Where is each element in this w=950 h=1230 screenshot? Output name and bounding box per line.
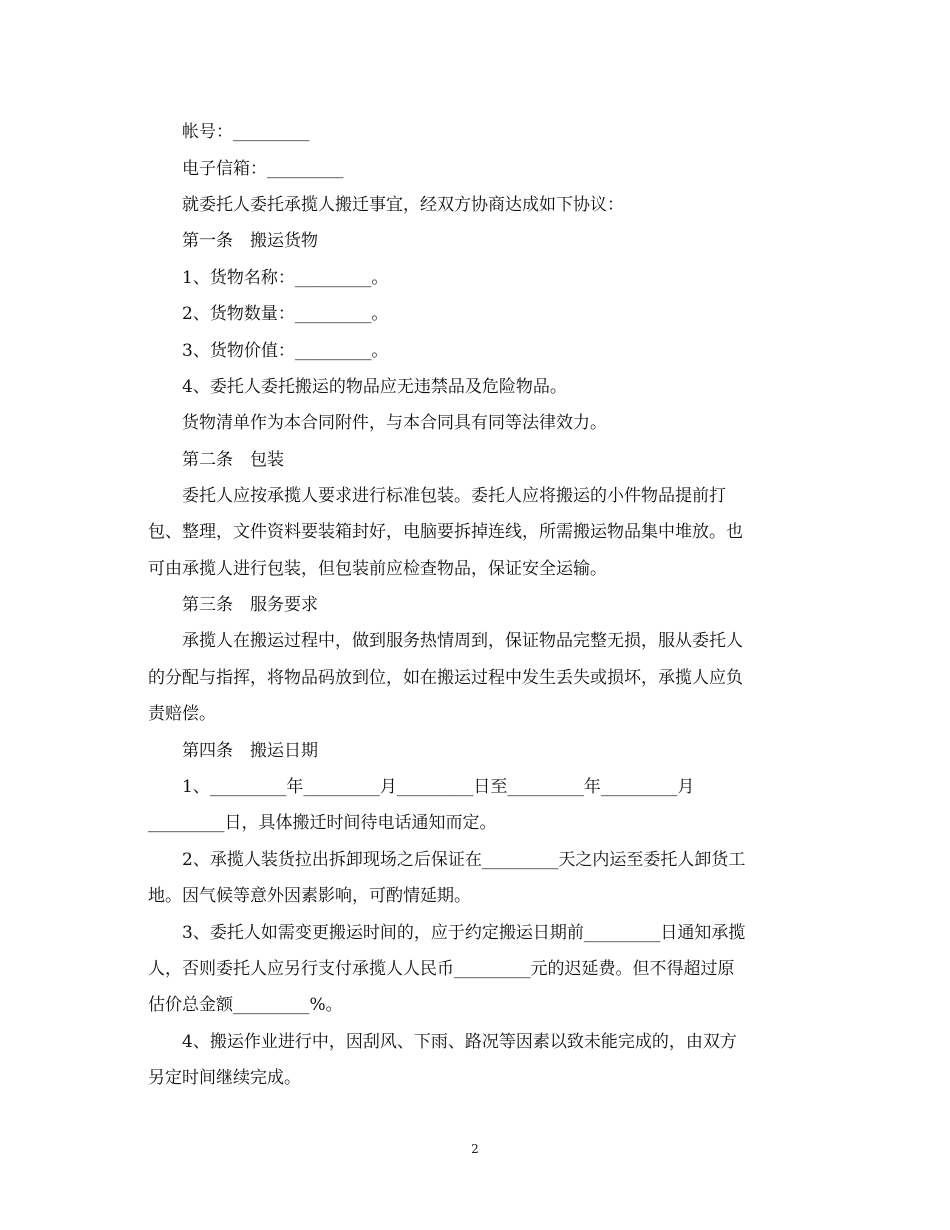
intro-line: 就委托人委托承揽人搬迁事宜，经双方协商达成如下协议：	[182, 195, 624, 215]
article-2-heading: 第二条 包装	[182, 450, 284, 470]
change-clause-line-2: 人，否则委托人应另行支付承揽人人民币_________元的迟延费。但不得超过原	[148, 959, 735, 979]
date-clause-line-2: _________日，具体搬迁时间待电话通知而定。	[148, 813, 497, 833]
goods-name-line: 1、货物名称：_________。	[182, 268, 389, 288]
packaging-para-line-3: 可由承揽人进行包装，但包装前应检查物品，保证安全运输。	[148, 559, 607, 579]
weather-clause-line-2: 另定时间继续完成。	[148, 1068, 301, 1088]
account-line: 帐号：_________	[182, 122, 310, 142]
goods-quantity-line: 2、货物数量：_________。	[182, 304, 389, 324]
delivery-clause-line-1: 2、承揽人装货拉出拆卸现场之后保证在_________天之内运至委托人卸货工	[182, 850, 746, 870]
goods-value-line: 3、货物价值：_________。	[182, 341, 389, 361]
page-number: 2	[471, 1142, 479, 1156]
prohibited-items-line: 4、委托人委托搬运的物品应无违禁品及危险物品。	[182, 377, 567, 397]
service-para-line-3: 责赔偿。	[148, 704, 216, 724]
goods-list-line: 货物清单作为本合同附件，与本合同具有同等法律效力。	[182, 413, 607, 433]
article-4-heading: 第四条 搬运日期	[182, 741, 318, 761]
email-line: 电子信箱：_________	[182, 159, 344, 179]
date-clause-line-1: 1、_________年_________月_________日至_________年_________月	[182, 777, 695, 797]
service-para-line-2: 的分配与指挥，将物品码放到位，如在搬运过程中发生丢失或损坏，承揽人应负	[148, 668, 743, 688]
weather-clause-line-1: 4、搬运作业进行中，因刮风、下雨、路况等因素以致未能完成的，由双方	[182, 1032, 737, 1052]
delivery-clause-line-2: 地。因气候等意外因素影响，可酌情延期。	[148, 886, 471, 906]
article-3-heading: 第三条 服务要求	[182, 595, 318, 615]
packaging-para-line-1: 委托人应按承揽人要求进行标准包装。委托人应将搬运的小件物品提前打	[182, 486, 726, 506]
change-clause-line-3: 估价总金额_________%。	[148, 995, 343, 1015]
change-clause-line-1: 3、委托人如需变更搬运时间的，应于约定搬运日期前_________日通知承揽	[182, 923, 746, 943]
article-1-heading: 第一条 搬运货物	[182, 231, 318, 251]
service-para-line-1: 承揽人在搬运过程中，做到服务热情周到，保证物品完整无损，服从委托人	[182, 631, 743, 651]
packaging-para-line-2: 包、整理，文件资料要装箱封好，电脑要拆掉连线，所需搬运物品集中堆放。也	[148, 522, 743, 542]
